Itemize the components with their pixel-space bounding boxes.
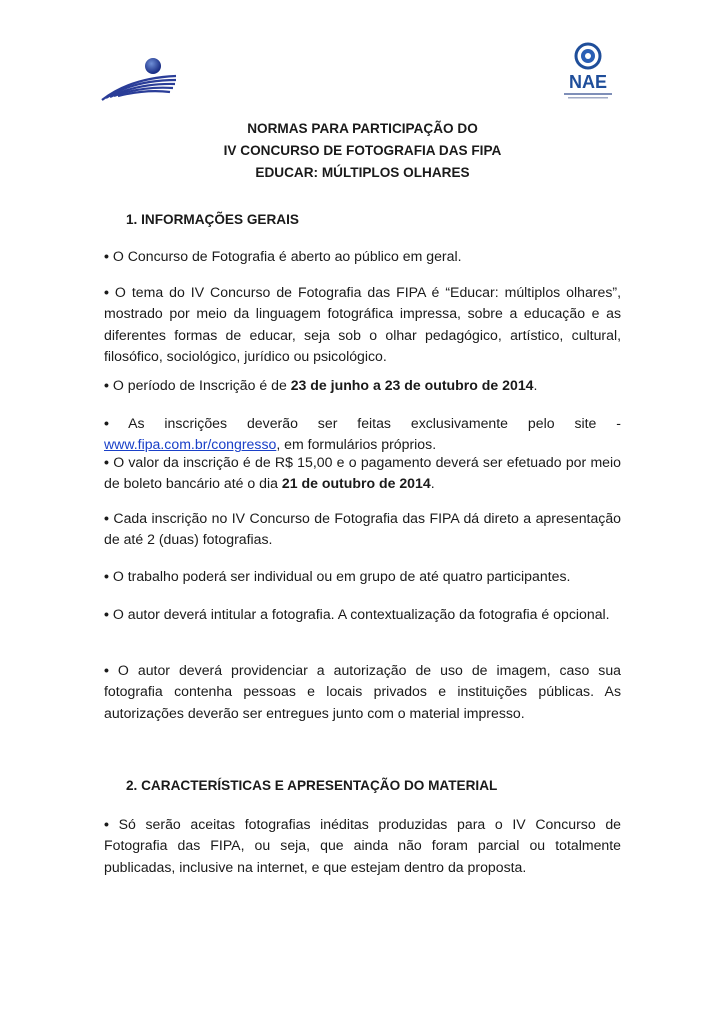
paragraph-8 (104, 604, 621, 625)
payment-deadline: 21 de outubro de 2014 (281, 475, 431, 492)
paragraph-8-text: O autor deverá intitular a fotografia. A contextualização da fotografia é opcional. (112, 606, 610, 622)
paragraph-4 (104, 413, 621, 456)
section-2-paragraph-1 (104, 814, 621, 878)
title-line-3: EDUCAR: MÚLTIPLOS OLHARES (255, 165, 470, 180)
paragraph-4-text: As inscrições deverão ser feitas exclusivamente pelo site - (128, 415, 621, 431)
bullet-icon: • (104, 568, 109, 584)
bullet-icon: • (104, 662, 109, 678)
paragraph-3-text: O período de Inscrição é de (112, 377, 291, 393)
paragraph-5 (104, 452, 621, 495)
fipa-logo (100, 52, 180, 104)
registration-period: 23 de junho a 23 de outubro de 2014 (290, 377, 534, 393)
nae-logo-text: NAE (568, 72, 608, 92)
document-title (0, 118, 725, 184)
title-line-1: NORMAS PARA PARTICIPAÇÃO DO (247, 121, 478, 136)
bullet-icon: • (104, 454, 109, 470)
paragraph-6 (104, 508, 621, 551)
paragraph-1 (104, 246, 621, 267)
paragraph-4-line-1 (104, 413, 621, 434)
paragraph-7 (104, 566, 621, 587)
congress-site-link[interactable]: www.fipa.com.br/congresso (104, 436, 277, 453)
paragraph-7-text: O trabalho poderá ser individual ou em grupo de até quatro participantes. (112, 568, 571, 584)
bullet-icon: • (104, 606, 109, 622)
title-line-2: IV CONCURSO DE FOTOGRAFIA DAS FIPA (223, 143, 502, 158)
paragraph-3-end: . (533, 377, 538, 393)
paragraph-9 (104, 660, 621, 724)
paragraph-4-end: , em formulários próprios. (276, 436, 437, 453)
paragraph-2-text: O tema do IV Concurso de Fotografia das FIPA é “Educar: múltiplos olhares”, mostrado por meio da linguagem fotográfica impressa, sobre a educação e as diferentes formas de educar, seja sob o olhar pedagógico, artístico, cultural, filosófico, sociológico, jurídico ou psicológico. (104, 284, 621, 365)
paragraph-5-text: O valor da inscrição é de R$ 15,00 e o pagamento deverá ser efetuado por meio de boleto bancário até o dia (104, 454, 621, 492)
paragraph-3 (104, 375, 621, 396)
bullet-icon: • (104, 816, 109, 832)
paragraph-6-text: Cada inscrição no IV Concurso de Fotografia das FIPA dá direto a apresentação de até 2 (duas) fotografias. (104, 510, 622, 548)
bullet-icon: • (104, 510, 109, 526)
section-1-heading: 1. INFORMAÇÕES GERAIS (126, 212, 299, 227)
nae-logo (556, 40, 620, 104)
bullet-icon: • (104, 415, 109, 431)
section-2-paragraph-1-text: Só serão aceitas fotografias inéditas produzidas para o IV Concurso de Fotografia das FIPA, ou seja, que ainda não foram parcial ou totalmente publicadas, inclusive na internet, e que estejam dentro da proposta. (104, 816, 621, 875)
paragraph-2 (104, 282, 621, 368)
paragraph-9-text: O autor deverá providenciar a autorização de uso de imagem, caso sua fotografia contenha pessoas e locais privados e instituições públicas. As autorizações deverão ser entregues junto com o material impresso. (104, 662, 621, 721)
paragraph-1-text: O Concurso de Fotografia é aberto ao público em geral. (112, 248, 462, 264)
bullet-icon: • (104, 377, 109, 393)
section-2-heading: 2. CARACTERÍSTICAS E APRESENTAÇÃO DO MATERIAL (126, 778, 498, 793)
bullet-icon: • (104, 284, 109, 300)
paragraph-5-end: . (430, 475, 435, 492)
bullet-icon: • (104, 248, 109, 264)
